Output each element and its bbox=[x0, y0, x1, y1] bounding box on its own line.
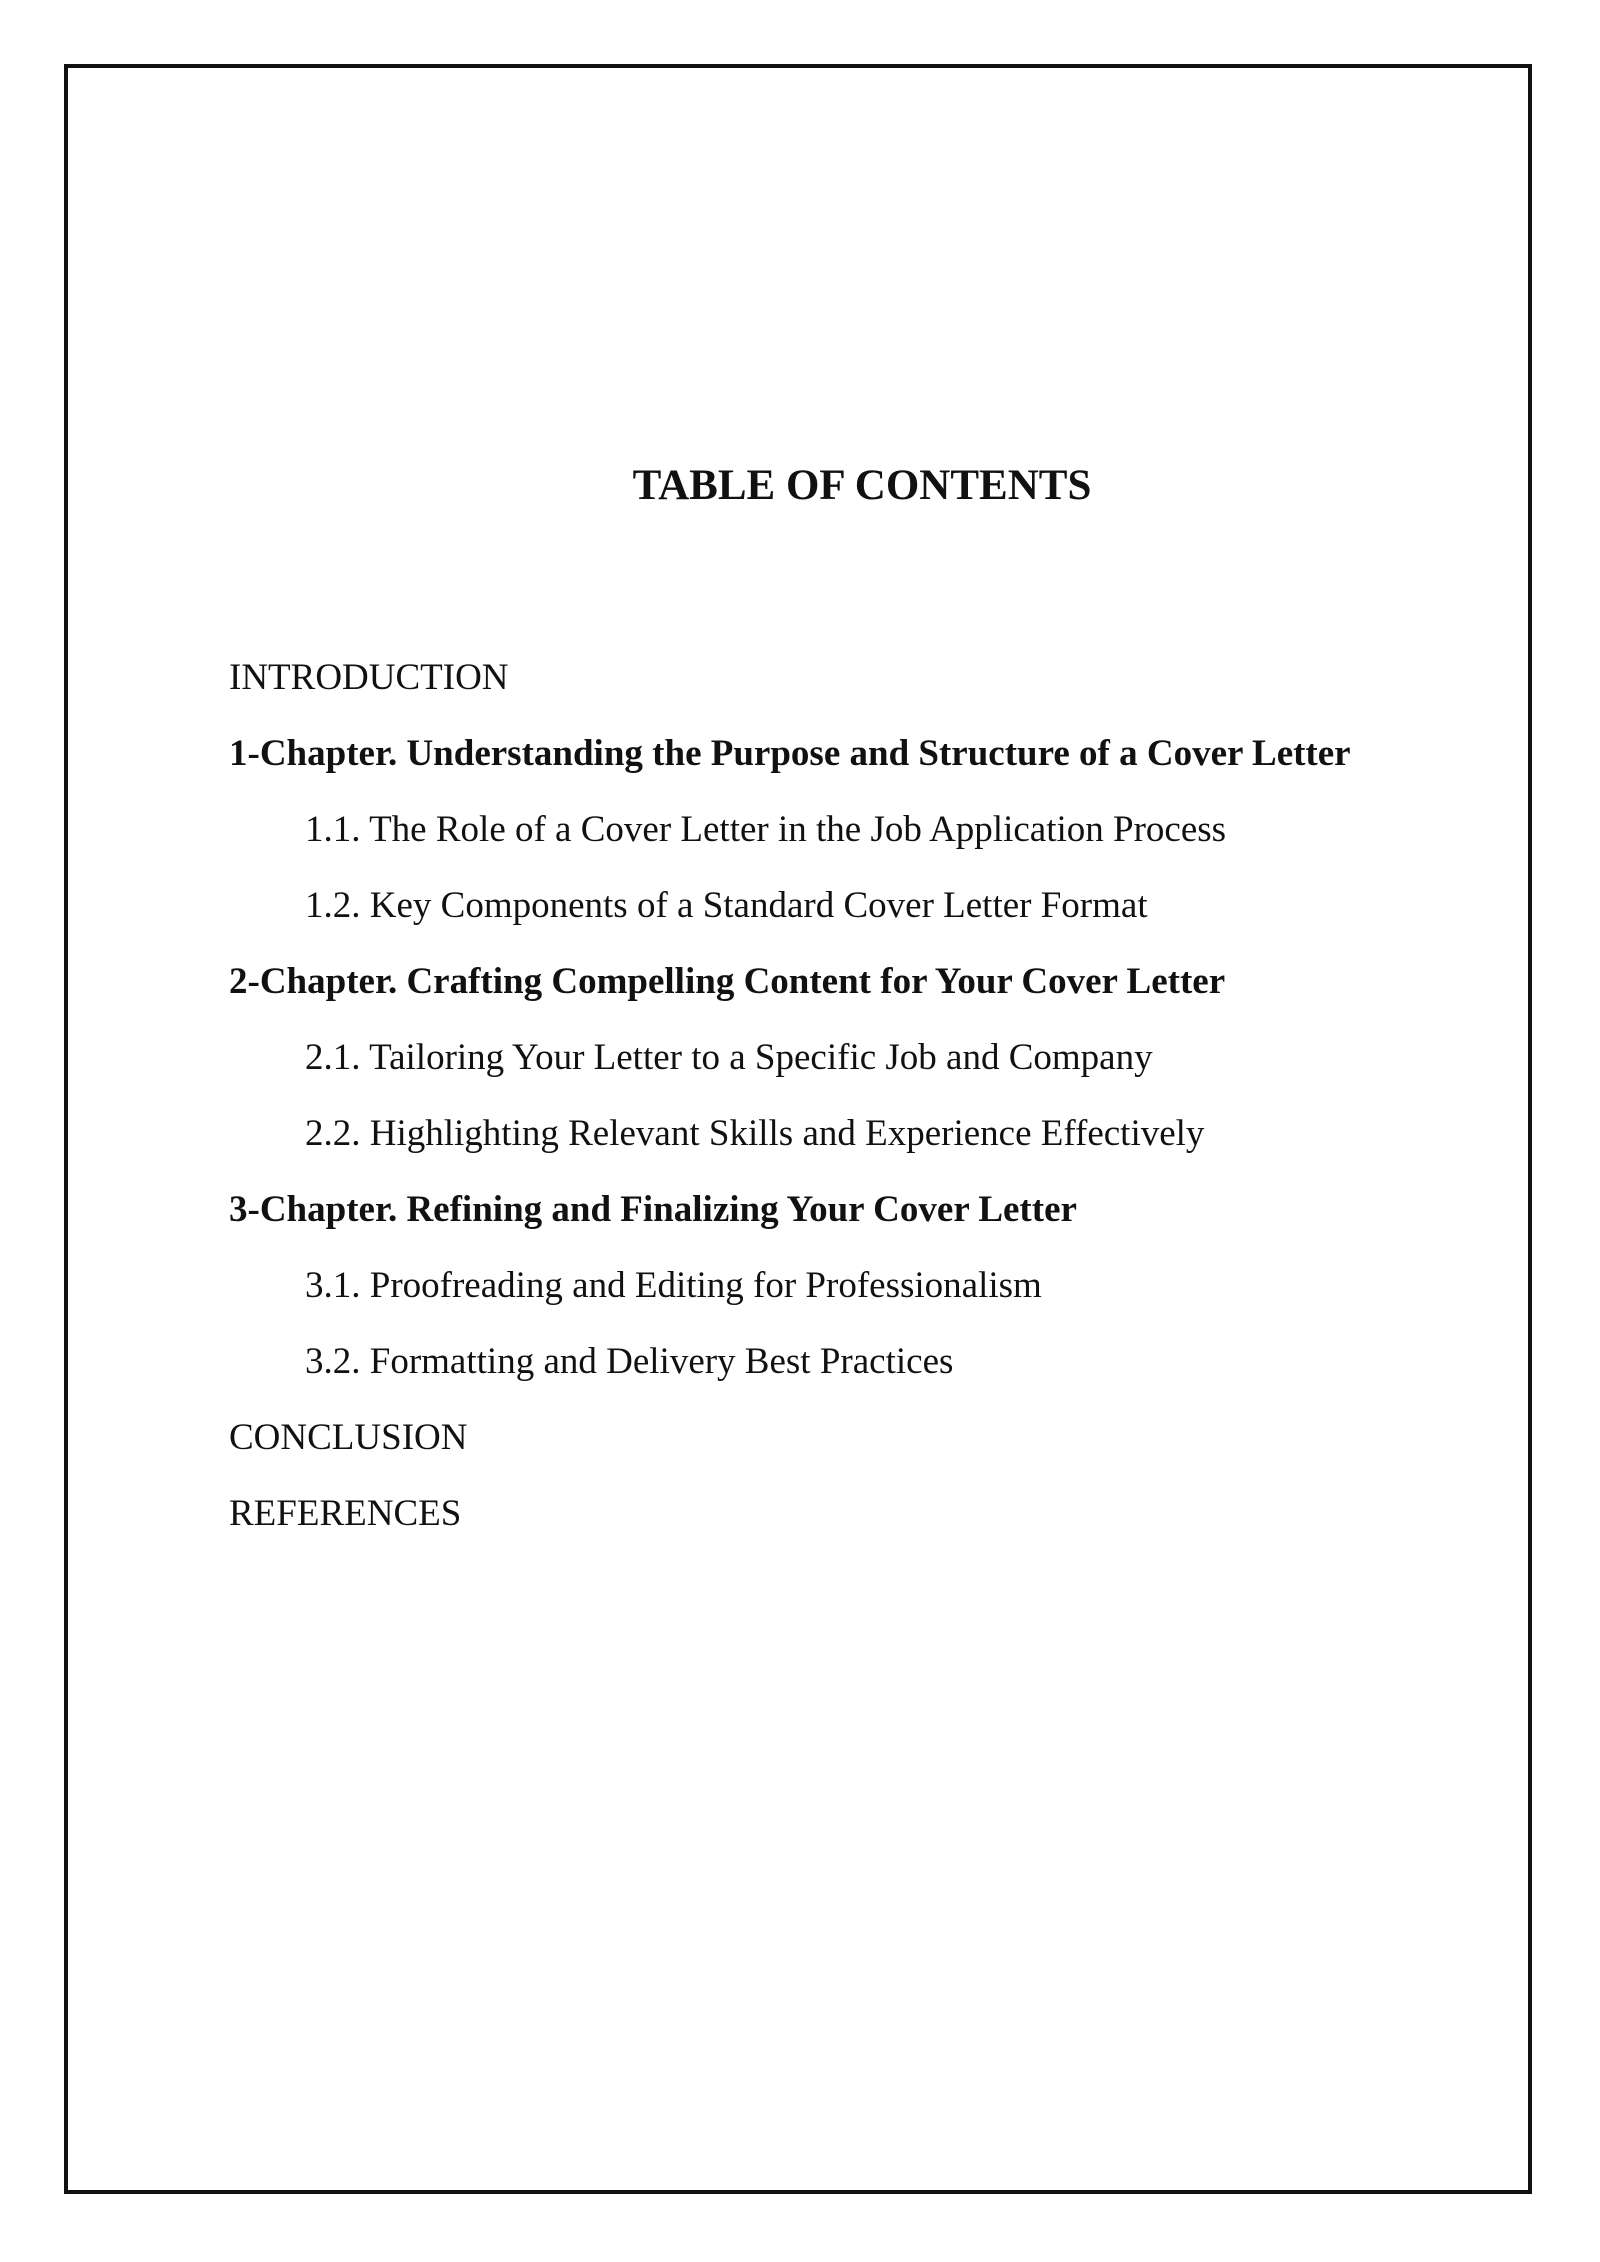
toc-entry-chapter-2: 2-Chapter. Crafting Compelling Content for Your Cover Letter bbox=[229, 961, 1226, 1002]
page-title: TABLE OF CONTENTS bbox=[632, 462, 1092, 509]
toc-entry-references: REFERENCES bbox=[229, 1493, 462, 1534]
toc-entry-introduction: INTRODUCTION bbox=[229, 657, 509, 698]
toc-list bbox=[229, 640, 1351, 1552]
toc-entry-section-3-2: 3.2. Formatting and Delivery Best Practices bbox=[305, 1341, 954, 1382]
toc-entry-section-3-1: 3.1. Proofreading and Editing for Professionalism bbox=[305, 1265, 1042, 1306]
toc-entry-chapter-3: 3-Chapter. Refining and Finalizing Your Cover Letter bbox=[229, 1189, 1077, 1230]
toc-entry-section-1-1: 1.1. The Role of a Cover Letter in the Job Application Process bbox=[305, 809, 1227, 850]
toc-entry-section-1-2: 1.2. Key Components of a Standard Cover Letter Format bbox=[305, 885, 1148, 926]
toc-entry-section-2-1: 2.1. Tailoring Your Letter to a Specific Job and Company bbox=[305, 1037, 1153, 1078]
toc-entry-chapter-1: 1-Chapter. Understanding the Purpose and Structure of a Cover Letter bbox=[229, 733, 1351, 774]
toc-entry-section-2-2: 2.2. Highlighting Relevant Skills and Experience Effectively bbox=[305, 1113, 1205, 1154]
toc-entry-conclusion: CONCLUSION bbox=[229, 1417, 468, 1458]
